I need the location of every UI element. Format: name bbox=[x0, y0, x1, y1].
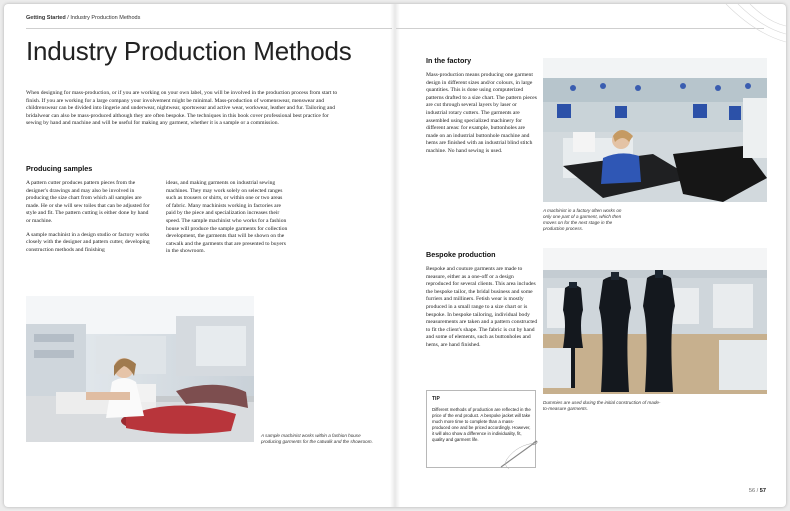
folio-left: 56 bbox=[748, 488, 756, 494]
book-spread bbox=[4, 4, 786, 507]
in-the-factory-heading: In the factory bbox=[426, 56, 472, 65]
column-2 bbox=[166, 180, 288, 262]
factory-photo bbox=[543, 58, 767, 202]
header-rule bbox=[26, 28, 392, 29]
bespoke-production-heading: Bespoke production bbox=[426, 250, 496, 259]
sample-machinist-photo bbox=[26, 296, 254, 442]
page-numbers bbox=[749, 488, 766, 494]
sample-machinist-caption: A sample machinist works within a fashion house producing garments for the catwalk and the showroom. bbox=[261, 433, 373, 444]
header-section: Getting Started bbox=[26, 15, 66, 21]
column-1 bbox=[26, 180, 152, 260]
folio-right: 57 bbox=[759, 488, 766, 494]
right-page bbox=[396, 4, 786, 507]
running-header bbox=[26, 15, 140, 21]
header-chapter: Industry Production Methods bbox=[70, 15, 141, 21]
dummies-photo bbox=[543, 248, 767, 394]
bespoke-paragraph: Bespoke and couture garments are made to measure, either as a one-off or a design reproduced for several clients. This area includes the bespoke tailor, the bridal business and some furriers and milliners. Fetish wear is mostly produced in a small range to a size chart or is bespoke. In bespoke tailoring, individual body measurements are taken and a pattern constructed to fit the client's shape. The fabric is cut by hand and some of elements, such as buttonholes and hems, are hand finished. bbox=[426, 266, 538, 348]
right-header-rule bbox=[396, 28, 764, 29]
left-page bbox=[4, 4, 394, 507]
tip-text: Different methods of production are reflected in the price of the end product. A bespoke jacket will take much more time to complete than a mass-produced one and be priced accordingly. However, it will also show a difference in individuality, fit, quality and garment life. bbox=[432, 407, 531, 442]
col1-paragraph-2: A sample machinist in a design studio or factory works closely with the designer and pattern cutter, developing construction methods and finishing bbox=[26, 231, 150, 253]
header-separator: / bbox=[65, 15, 71, 21]
factory-caption: A machinist in a factory often works on only one part of a garment, which then moves on for the next stage in the production process. bbox=[543, 208, 622, 231]
page-title: Industry Production Methods bbox=[26, 36, 352, 66]
tip-title: TIP bbox=[432, 396, 440, 402]
dummies-caption: Dummies are used during the initial construction of made-to-measure garments. bbox=[543, 400, 661, 411]
producing-samples-heading: Producing samples bbox=[26, 164, 93, 173]
tip-box bbox=[426, 390, 536, 468]
intro-paragraph: When designing for mass-production, or if you are working on your own label, you will be involved in the production process from start to finish. If you are working for a large company your involvement might be minimal. Mass-production of womenswear, menswear and childrenswear can be divided into lingerie and underwear, nightwear, sportswear and active wear, workwear, leather and fur. Tailoring and bridalwear can also be mass-produced although they are often bespoke. The techniques in this book cover professional best practice for sewing by hand and machine and will be useful for making any garment, whether it is a sample or a commission. bbox=[26, 90, 338, 127]
col1-paragraph-1: A pattern cutter produces pattern pieces from the designer's drawings and may also be involved in producing the size chart from which all samples are made. He or she will sew toiles that can be adjusted for style and fit. The pattern cutting is either done by hand or machine. bbox=[26, 180, 150, 224]
factory-paragraph: Mass-production means producing one garment design in different sizes and/or colours, in large quantities. This is done using computerized patterns drafted to a size chart. The pattern pieces are cut through several layers by laser or industrial rotary cutters. The garments are assembled using specialized machinery for different areas: for example, buttonholes are made on an industrial buttonhole machine and hems are finished with an industrial blind stitch machine. No hand sewing is used. bbox=[426, 72, 537, 154]
folio-separator: / bbox=[755, 488, 760, 494]
needle-icon bbox=[497, 437, 541, 471]
col2-paragraph-1: ideas, and making garments on industrial sewing machines. They may work solely on selected ranges such as trousers or shirts, or within one or two areas of fabric. Many machinists working in factories are paid by the piece and specialization increases their speed. The sample machinist who works for a fashion house will produce the sample garments for collection development, the garments that will be shown on the catwalk and the garments that are presented to buyers in the showroom. bbox=[166, 180, 288, 255]
